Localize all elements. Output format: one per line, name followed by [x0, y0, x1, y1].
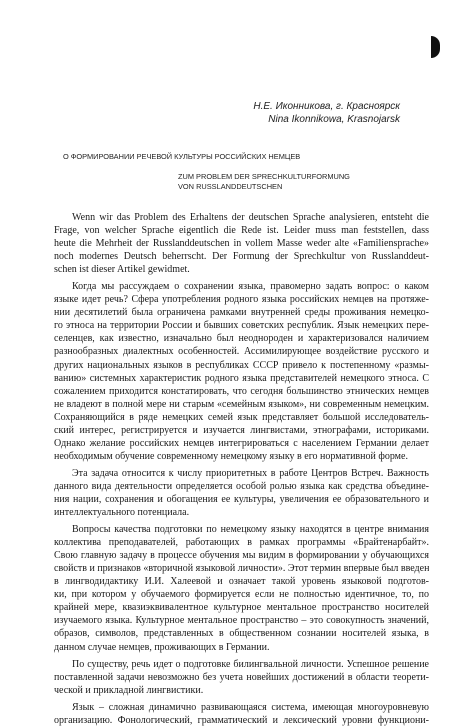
body-paragraph	[54, 467, 429, 519]
body-line: данном случае немцев, проживающих в Германии.	[54, 641, 270, 653]
body-line: Wenn wir das Problem des Erhaltens der deutschen Sprache analysieren, entsteht die	[72, 212, 429, 223]
body-line: образов, символов, представленных в общественном сознании носителей языка, в	[54, 628, 429, 640]
body-line: сожалением приходится констатировать, что сегодня большинство этнических немцев	[54, 385, 429, 397]
body-line: селенцев, как известно, изначально был неоднороден и характеризовался наличием	[54, 333, 429, 345]
page-corner-mark	[431, 36, 440, 58]
body-line: коллектива преподавателей, работающих в рамках программы «Брайтенарбайт».	[54, 537, 429, 549]
body-line: Frage, von welcher Sprache eigentlich die Rede ist. Leider muss man feststellen, dass	[54, 225, 429, 237]
body-line: Эта задача относится к числу приоритетных в работе Центров Встреч. Важность	[72, 467, 429, 479]
author-ru: Н.Е. Иконникова, г. Красноярск	[253, 101, 400, 112]
body-line: schen ist dieser Artikel gewidmet.	[54, 264, 190, 276]
body-line: интеллектуального потенциала.	[54, 507, 190, 519]
body-paragraph	[54, 211, 429, 276]
body-line: поставленной задачи невозможно без учета новейших достижений в области теорети-	[54, 671, 429, 683]
body-line: ванию» системных характеристик родного языка представителей немецкого этноса. С	[54, 372, 429, 384]
title-de-line: VON RUSSLANDDEUTSCHEN	[178, 182, 283, 191]
body-paragraph	[54, 701, 429, 727]
body-line: ки, при котором у обучаемого формируется если не полностью идентичное, то, по	[54, 589, 429, 601]
body-paragraph	[54, 280, 429, 463]
body-line: Язык – сложная динамично развивающаяся система, имеющая многоуровневую	[72, 701, 429, 713]
body-line: данного вида деятельности определяется особой ролью языка как средства объедине-	[54, 480, 429, 492]
author-block	[253, 100, 400, 126]
body-line: Вопросы качества подготовки по немецкому языку находятся в центре внимания	[72, 524, 429, 536]
body-line: крайней мере, квазиэквивалентное культурное ментальное пространство носителей	[54, 602, 429, 614]
author-de: Nina Ikonnikowa, Krasnojarsk	[268, 114, 400, 125]
body-line: Сохраняющийся в ряде немецких семей язык представляет большой исследователь-	[54, 411, 429, 423]
body-line: других национальных языков в республиках СССР привело к постепенному «размы-	[54, 359, 429, 371]
body-line: нии десятилетий была ограничена рамками внутренней среды проживания немецко-	[54, 307, 429, 319]
body-paragraph	[54, 523, 429, 653]
body-line: По существу, речь идет о подготовке билингвальной личности. Успешное решение	[72, 658, 429, 670]
body-line: языке идет речь? Сфера употребления родного языка российских немцев на протяже-	[54, 294, 429, 306]
body-line: heute die Mehrheit der Russlanddeutschen in vollem Masse weder alte «Familiensprache»	[54, 238, 429, 250]
body-line: организацию. Фонологический, грамматический и лексический уровни функциони-	[54, 714, 429, 726]
body-line: не владеют в полной мере ни старым «семейным языком», ни современным немецким.	[54, 398, 429, 410]
body-line: ский интерес, регистрируется и изучается лингвистами, этнографами, историками.	[54, 424, 429, 436]
body-line: ния нации, сохранения и обогащения ее культуры, увеличения ее образовательного и	[54, 493, 429, 505]
body-line: го этноса на территории России и бывших советских республик. Язык немецких пере-	[54, 320, 429, 332]
article-title-ru: О ФОРМИРОВАНИИ РЕЧЕВОЙ КУЛЬТУРЫ РОССИЙСКИХ НЕМЦЕВ	[63, 152, 301, 161]
body-line: изучаемого языка. Культурное ментальное пространство – это совокупность значений,	[54, 615, 429, 627]
body-line: noch modernes Deutsch beherrscht. Der Formung der Sprechkultur von Russlanddeut-	[54, 251, 429, 263]
body-paragraph	[54, 658, 429, 697]
article-title-de	[178, 172, 350, 192]
body-line: Свою главную задачу в процессе обучения мы видим в формировании у обучающихся	[54, 550, 429, 562]
body-line: необходимым обучение современному немецкому языку в его нормативной форме.	[54, 450, 408, 462]
body-line: Однако желание российских немцев интегрироваться с населением Германии делает	[54, 437, 429, 449]
body-line: в лингводидактику И.И. Халеевой и означает такой уровень языковой подготов-	[54, 576, 429, 588]
title-de-line: ZUM PROBLEM DER SPRECHKULTURFORMUNG	[178, 172, 350, 181]
body-line: ческой и прикладной лингвистики.	[54, 684, 204, 696]
article-body	[54, 211, 429, 727]
body-line: Когда мы рассуждаем о сохранении языка, правомерно задать вопрос: о каком	[72, 281, 429, 293]
body-line: разнообразных диалектных особенностей. Ассимилирующее воздействие русского и	[54, 346, 429, 358]
body-line: свойств и признаков «вторичной языковой личности». Этот термин впервые был введен	[54, 563, 429, 575]
